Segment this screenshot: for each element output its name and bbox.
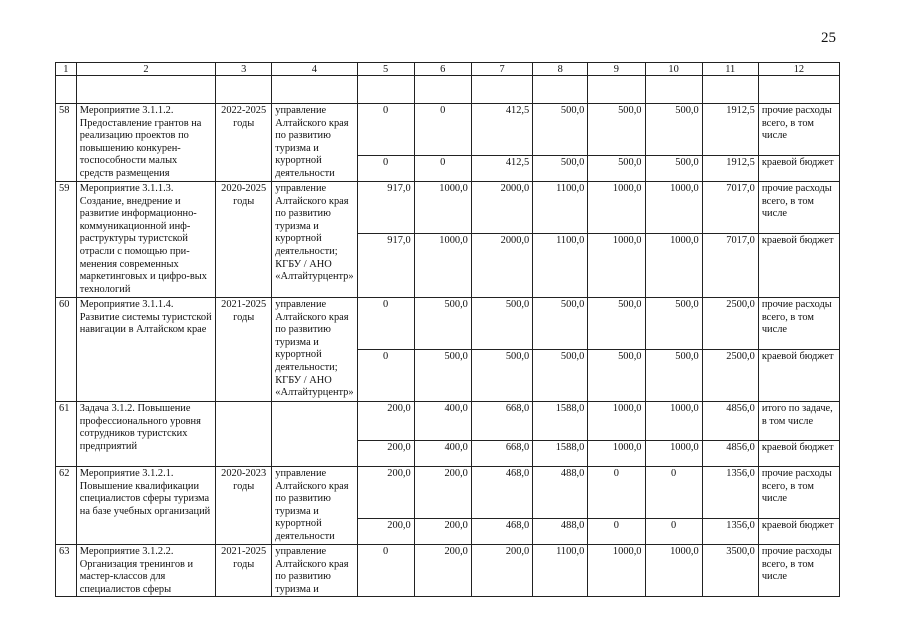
value-cell: 500,0 (588, 104, 645, 156)
table-row (56, 402, 840, 441)
value-cell: 1588,0 (533, 402, 588, 441)
value-cell: 1912,5 (702, 104, 758, 156)
value-cell: 1356,0 (702, 519, 758, 545)
executor: управление Алтайского края по развитию туризма и курортной деятельности; КГБУ / АНО «Алтайтурцентр» (272, 182, 357, 298)
period: 2020-2023 годы (216, 467, 272, 545)
task-name: Задача 3.1.2. Повышение профессионального уровня сотрудников туристских предприятий (76, 402, 215, 467)
page-number: 25 (821, 30, 836, 46)
value-cell: 1000,0 (414, 182, 471, 234)
value-cell: 1000,0 (645, 234, 702, 298)
row-index: 63 (56, 545, 77, 597)
table-row (56, 467, 840, 519)
value-cell: 468,0 (471, 519, 532, 545)
column-header: 1 (56, 63, 77, 76)
value-cell: 1000,0 (588, 234, 645, 298)
funding-source: краевой бюджет (758, 350, 839, 402)
funding-source: прочие расходы всего, в том числе (758, 104, 839, 156)
value-cell: 500,0 (588, 350, 645, 402)
table-row (56, 104, 840, 156)
value-cell: 917,0 (357, 182, 414, 234)
row-index: 61 (56, 402, 77, 467)
column-header: 10 (645, 63, 702, 76)
value-cell: 7017,0 (702, 182, 758, 234)
executor: управление Алтайского края по развитию туризма и (272, 545, 357, 597)
column-header: 5 (357, 63, 414, 76)
value-cell: 0 (414, 156, 471, 182)
funding-source: краевой бюджет (758, 156, 839, 182)
value-cell: 468,0 (471, 467, 532, 519)
value-cell: 668,0 (471, 402, 532, 441)
table-row (56, 182, 840, 234)
funding-source: прочие расходы всего, в том числе (758, 545, 839, 597)
value-cell: 200,0 (357, 402, 414, 441)
executor: управление Алтайского края по развитию туризма и курортной деятельности (272, 104, 357, 182)
value-cell: 488,0 (533, 519, 588, 545)
value-cell: 0 (588, 467, 645, 519)
value-cell: 200,0 (471, 545, 532, 597)
value-cell: 0 (357, 545, 414, 597)
value-cell: 1100,0 (533, 545, 588, 597)
value-cell: 2000,0 (471, 234, 532, 298)
column-header: 12 (758, 63, 839, 76)
column-header: 2 (76, 63, 215, 76)
activity-name: Мероприятие 3.1.2.1. Повышение квалификации специалистов сферы туризма на базе учебных организаций (76, 467, 215, 545)
column-number-row (56, 63, 840, 76)
value-cell: 1588,0 (533, 441, 588, 467)
value-cell: 400,0 (414, 402, 471, 441)
value-cell: 1000,0 (588, 545, 645, 597)
executor (272, 402, 357, 467)
value-cell: 500,0 (414, 298, 471, 350)
value-cell: 2500,0 (702, 350, 758, 402)
row-index: 60 (56, 298, 77, 402)
column-header: 11 (702, 63, 758, 76)
column-header: 9 (588, 63, 645, 76)
value-cell: 200,0 (414, 519, 471, 545)
column-header: 4 (272, 63, 357, 76)
value-cell: 1000,0 (645, 441, 702, 467)
funding-source: прочие расходы всего, в том числе (758, 182, 839, 234)
activity-name: Мероприятие 3.1.1.2. Предоставление грантов на реализацию проектов по повышению конкурен-тоспособности малых средств размещения (76, 104, 215, 182)
value-cell: 0 (414, 104, 471, 156)
value-cell: 1100,0 (533, 182, 588, 234)
value-cell: 200,0 (357, 441, 414, 467)
value-cell: 0 (357, 156, 414, 182)
value-cell: 1000,0 (588, 441, 645, 467)
value-cell: 7017,0 (702, 234, 758, 298)
value-cell: 500,0 (533, 104, 588, 156)
value-cell: 4856,0 (702, 402, 758, 441)
value-cell: 1100,0 (533, 234, 588, 298)
value-cell: 500,0 (645, 104, 702, 156)
value-cell: 500,0 (471, 350, 532, 402)
value-cell: 1000,0 (588, 182, 645, 234)
funding-source: прочие расходы всего, в том числе (758, 467, 839, 519)
funding-source: краевой бюджет (758, 519, 839, 545)
value-cell: 4856,0 (702, 441, 758, 467)
value-cell: 200,0 (357, 467, 414, 519)
value-cell: 0 (588, 519, 645, 545)
value-cell: 1912,5 (702, 156, 758, 182)
activity-name: Мероприятие 3.1.2.2. Организация тренингов и мастер-классов для специалистов сферы (76, 545, 215, 597)
value-cell: 200,0 (414, 467, 471, 519)
value-cell: 500,0 (645, 298, 702, 350)
value-cell: 500,0 (645, 350, 702, 402)
activity-name: Мероприятие 3.1.1.3. Создание, внедрение и развитие информационно-коммуникационной инф-раструктуры туристской отрасли с помощью при-менения современных маркетинговых и цифро-вых технологий (76, 182, 215, 298)
value-cell: 488,0 (533, 467, 588, 519)
value-cell: 0 (357, 350, 414, 402)
value-cell: 2000,0 (471, 182, 532, 234)
value-cell: 1000,0 (645, 182, 702, 234)
value-cell: 0 (645, 467, 702, 519)
activity-name: Мероприятие 3.1.1.4. Развитие системы туристской навигации в Алтайском крае (76, 298, 215, 402)
row-index: 58 (56, 104, 77, 182)
value-cell: 500,0 (588, 156, 645, 182)
value-cell: 400,0 (414, 441, 471, 467)
value-cell: 500,0 (645, 156, 702, 182)
period: 2021-2025 годы (216, 545, 272, 597)
table-row (56, 545, 840, 597)
value-cell: 500,0 (471, 298, 532, 350)
period: 2021-2025 годы (216, 298, 272, 402)
value-cell: 1000,0 (645, 402, 702, 441)
value-cell: 1356,0 (702, 467, 758, 519)
column-header: 7 (471, 63, 532, 76)
value-cell: 3500,0 (702, 545, 758, 597)
funding-source: краевой бюджет (758, 234, 839, 298)
funding-source: прочие расходы всего, в том числе (758, 298, 839, 350)
value-cell: 500,0 (533, 298, 588, 350)
value-cell: 668,0 (471, 441, 532, 467)
period: 2020-2025 годы (216, 182, 272, 298)
value-cell: 1000,0 (414, 234, 471, 298)
value-cell: 500,0 (533, 350, 588, 402)
value-cell: 412,5 (471, 156, 532, 182)
continuation-row (56, 76, 840, 104)
value-cell: 2500,0 (702, 298, 758, 350)
funding-source: итого по задаче, в том числе (758, 402, 839, 441)
period: 2022-2025 годы (216, 104, 272, 182)
executor: управление Алтайского края по развитию туризма и курортной деятельности; КГБУ / АНО «Алтайтурцентр» (272, 298, 357, 402)
column-header: 3 (216, 63, 272, 76)
value-cell: 0 (357, 298, 414, 350)
funding-source: краевой бюджет (758, 441, 839, 467)
value-cell: 0 (357, 104, 414, 156)
value-cell: 500,0 (414, 350, 471, 402)
value-cell: 500,0 (533, 156, 588, 182)
value-cell: 0 (645, 519, 702, 545)
value-cell: 1000,0 (588, 402, 645, 441)
value-cell: 500,0 (588, 298, 645, 350)
row-index: 62 (56, 467, 77, 545)
value-cell: 412,5 (471, 104, 532, 156)
value-cell: 200,0 (357, 519, 414, 545)
period (216, 402, 272, 467)
value-cell: 917,0 (357, 234, 414, 298)
table-row (56, 298, 840, 350)
row-index: 59 (56, 182, 77, 298)
executor: управление Алтайского края по развитию туризма и курортной деятельности (272, 467, 357, 545)
value-cell: 200,0 (414, 545, 471, 597)
column-header: 8 (533, 63, 588, 76)
program-activities-table (55, 62, 840, 597)
column-header: 6 (414, 63, 471, 76)
value-cell: 1000,0 (645, 545, 702, 597)
